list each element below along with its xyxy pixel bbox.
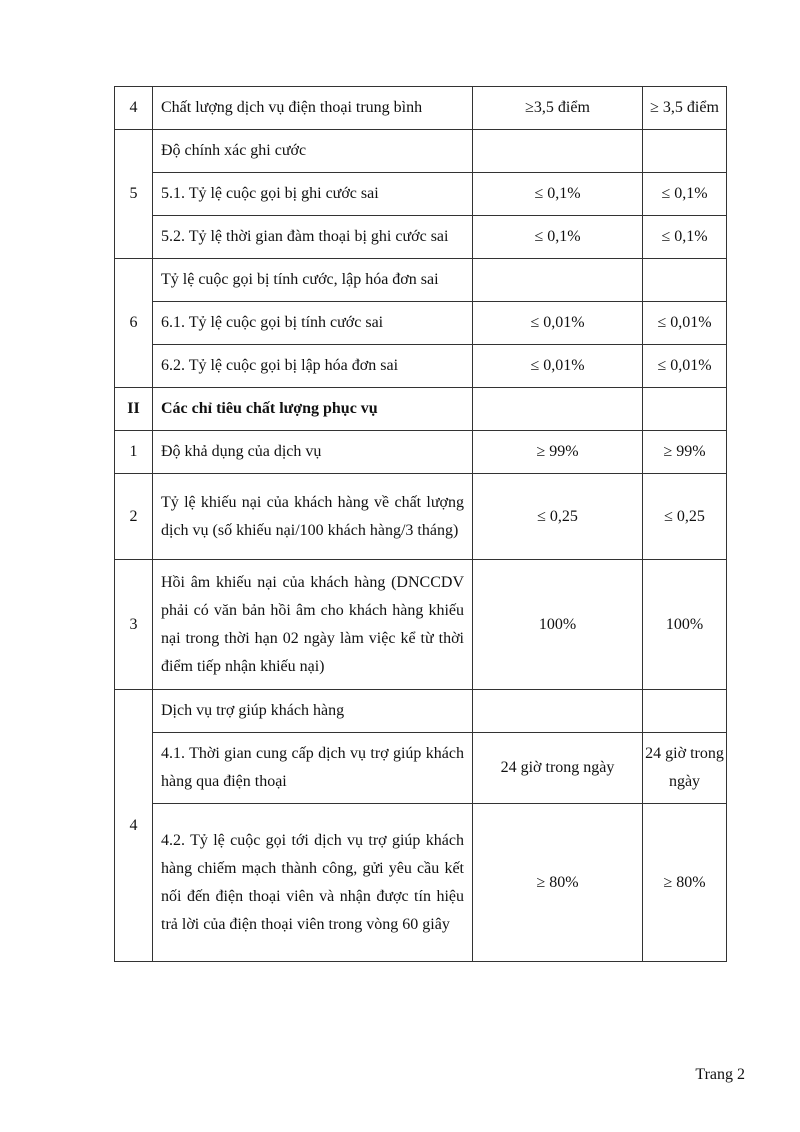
value-cell: ≤ 0,1% [473,216,643,259]
section-title: Các chỉ tiêu chất lượng phục vụ [153,388,473,431]
value-cell: ≥ 99% [473,431,643,474]
criterion-cell: 4.1. Thời gian cung cấp dịch vụ trợ giúp khách hàng qua điện thoại [153,733,473,804]
table-row [115,216,727,259]
value-cell: ≥3,5 điểm [473,87,643,130]
value-cell: ≥ 3,5 điểm [643,87,727,130]
row-number: 4 [115,690,153,962]
criterion-cell: 4.2. Tỷ lệ cuộc gọi tới dịch vụ trợ giúp khách hàng chiếm mạch thành công, gửi yêu cầu kết nối đến điện thoại viên và nhận được tín hiệu trả lời của điện thoại viên trong vòng 60 giây [153,804,473,962]
table-row [115,345,727,388]
criterion-cell: Độ chính xác ghi cước [153,130,473,173]
criterion-cell: 6.2. Tỷ lệ cuộc gọi bị lập hóa đơn sai [153,345,473,388]
criterion-cell: 5.1. Tỷ lệ cuộc gọi bị ghi cước sai [153,173,473,216]
value-cell [473,130,643,173]
row-number: 1 [115,431,153,474]
value-cell [473,388,643,431]
section-header-row [115,388,727,431]
value-cell: ≤ 0,1% [643,216,727,259]
section-number: II [115,388,153,431]
table-row [115,560,727,690]
table-row [115,173,727,216]
criterion-cell: 6.1. Tỷ lệ cuộc gọi bị tính cước sai [153,302,473,345]
value-cell: ≥ 99% [643,431,727,474]
value-cell: ≤ 0,01% [643,302,727,345]
value-cell: ≤ 0,1% [473,173,643,216]
criterion-cell: Độ khả dụng của dịch vụ [153,431,473,474]
value-cell: 24 giờ trong ngày [473,733,643,804]
value-cell: ≤ 0,25 [643,474,727,560]
table-row [115,130,727,173]
value-cell: ≤ 0,01% [473,302,643,345]
value-cell: ≤ 0,01% [643,345,727,388]
row-number: 4 [115,87,153,130]
quality-standards-table [114,86,727,962]
value-cell: ≥ 80% [643,804,727,962]
row-number: 6 [115,259,153,388]
criterion-cell: Dịch vụ trợ giúp khách hàng [153,690,473,733]
value-cell [643,259,727,302]
criterion-cell: Hồi âm khiếu nại của khách hàng (DNCCDV phải có văn bản hồi âm cho khách hàng khiếu nại trong thời hạn 02 ngày làm việc kể từ thời điểm tiếp nhận khiếu nại) [153,560,473,690]
value-cell: ≥ 80% [473,804,643,962]
table-row [115,690,727,733]
criterion-cell: 5.2. Tỷ lệ thời gian đàm thoại bị ghi cước sai [153,216,473,259]
table-row [115,302,727,345]
table-row [115,431,727,474]
value-cell: ≤ 0,1% [643,173,727,216]
table-row [115,804,727,962]
criterion-cell: Tỷ lệ khiếu nại của khách hàng về chất lượng dịch vụ (số khiếu nại/100 khách hàng/3 tháng) [153,474,473,560]
value-cell: 24 giờ trong ngày [643,733,727,804]
value-cell: 100% [473,560,643,690]
page-number: Trang 2 [695,1066,745,1083]
value-cell [643,130,727,173]
value-cell: ≤ 0,01% [473,345,643,388]
value-cell: ≤ 0,25 [473,474,643,560]
value-cell [643,388,727,431]
criterion-cell: Tỷ lệ cuộc gọi bị tính cước, lập hóa đơn sai [153,259,473,302]
row-number: 5 [115,130,153,259]
value-cell [643,690,727,733]
table-row [115,474,727,560]
value-cell [473,690,643,733]
value-cell [473,259,643,302]
row-number: 2 [115,474,153,560]
criterion-cell: Chất lượng dịch vụ điện thoại trung bình [153,87,473,130]
table-row [115,87,727,130]
table-row [115,733,727,804]
table-row [115,259,727,302]
row-number: 3 [115,560,153,690]
value-cell: 100% [643,560,727,690]
